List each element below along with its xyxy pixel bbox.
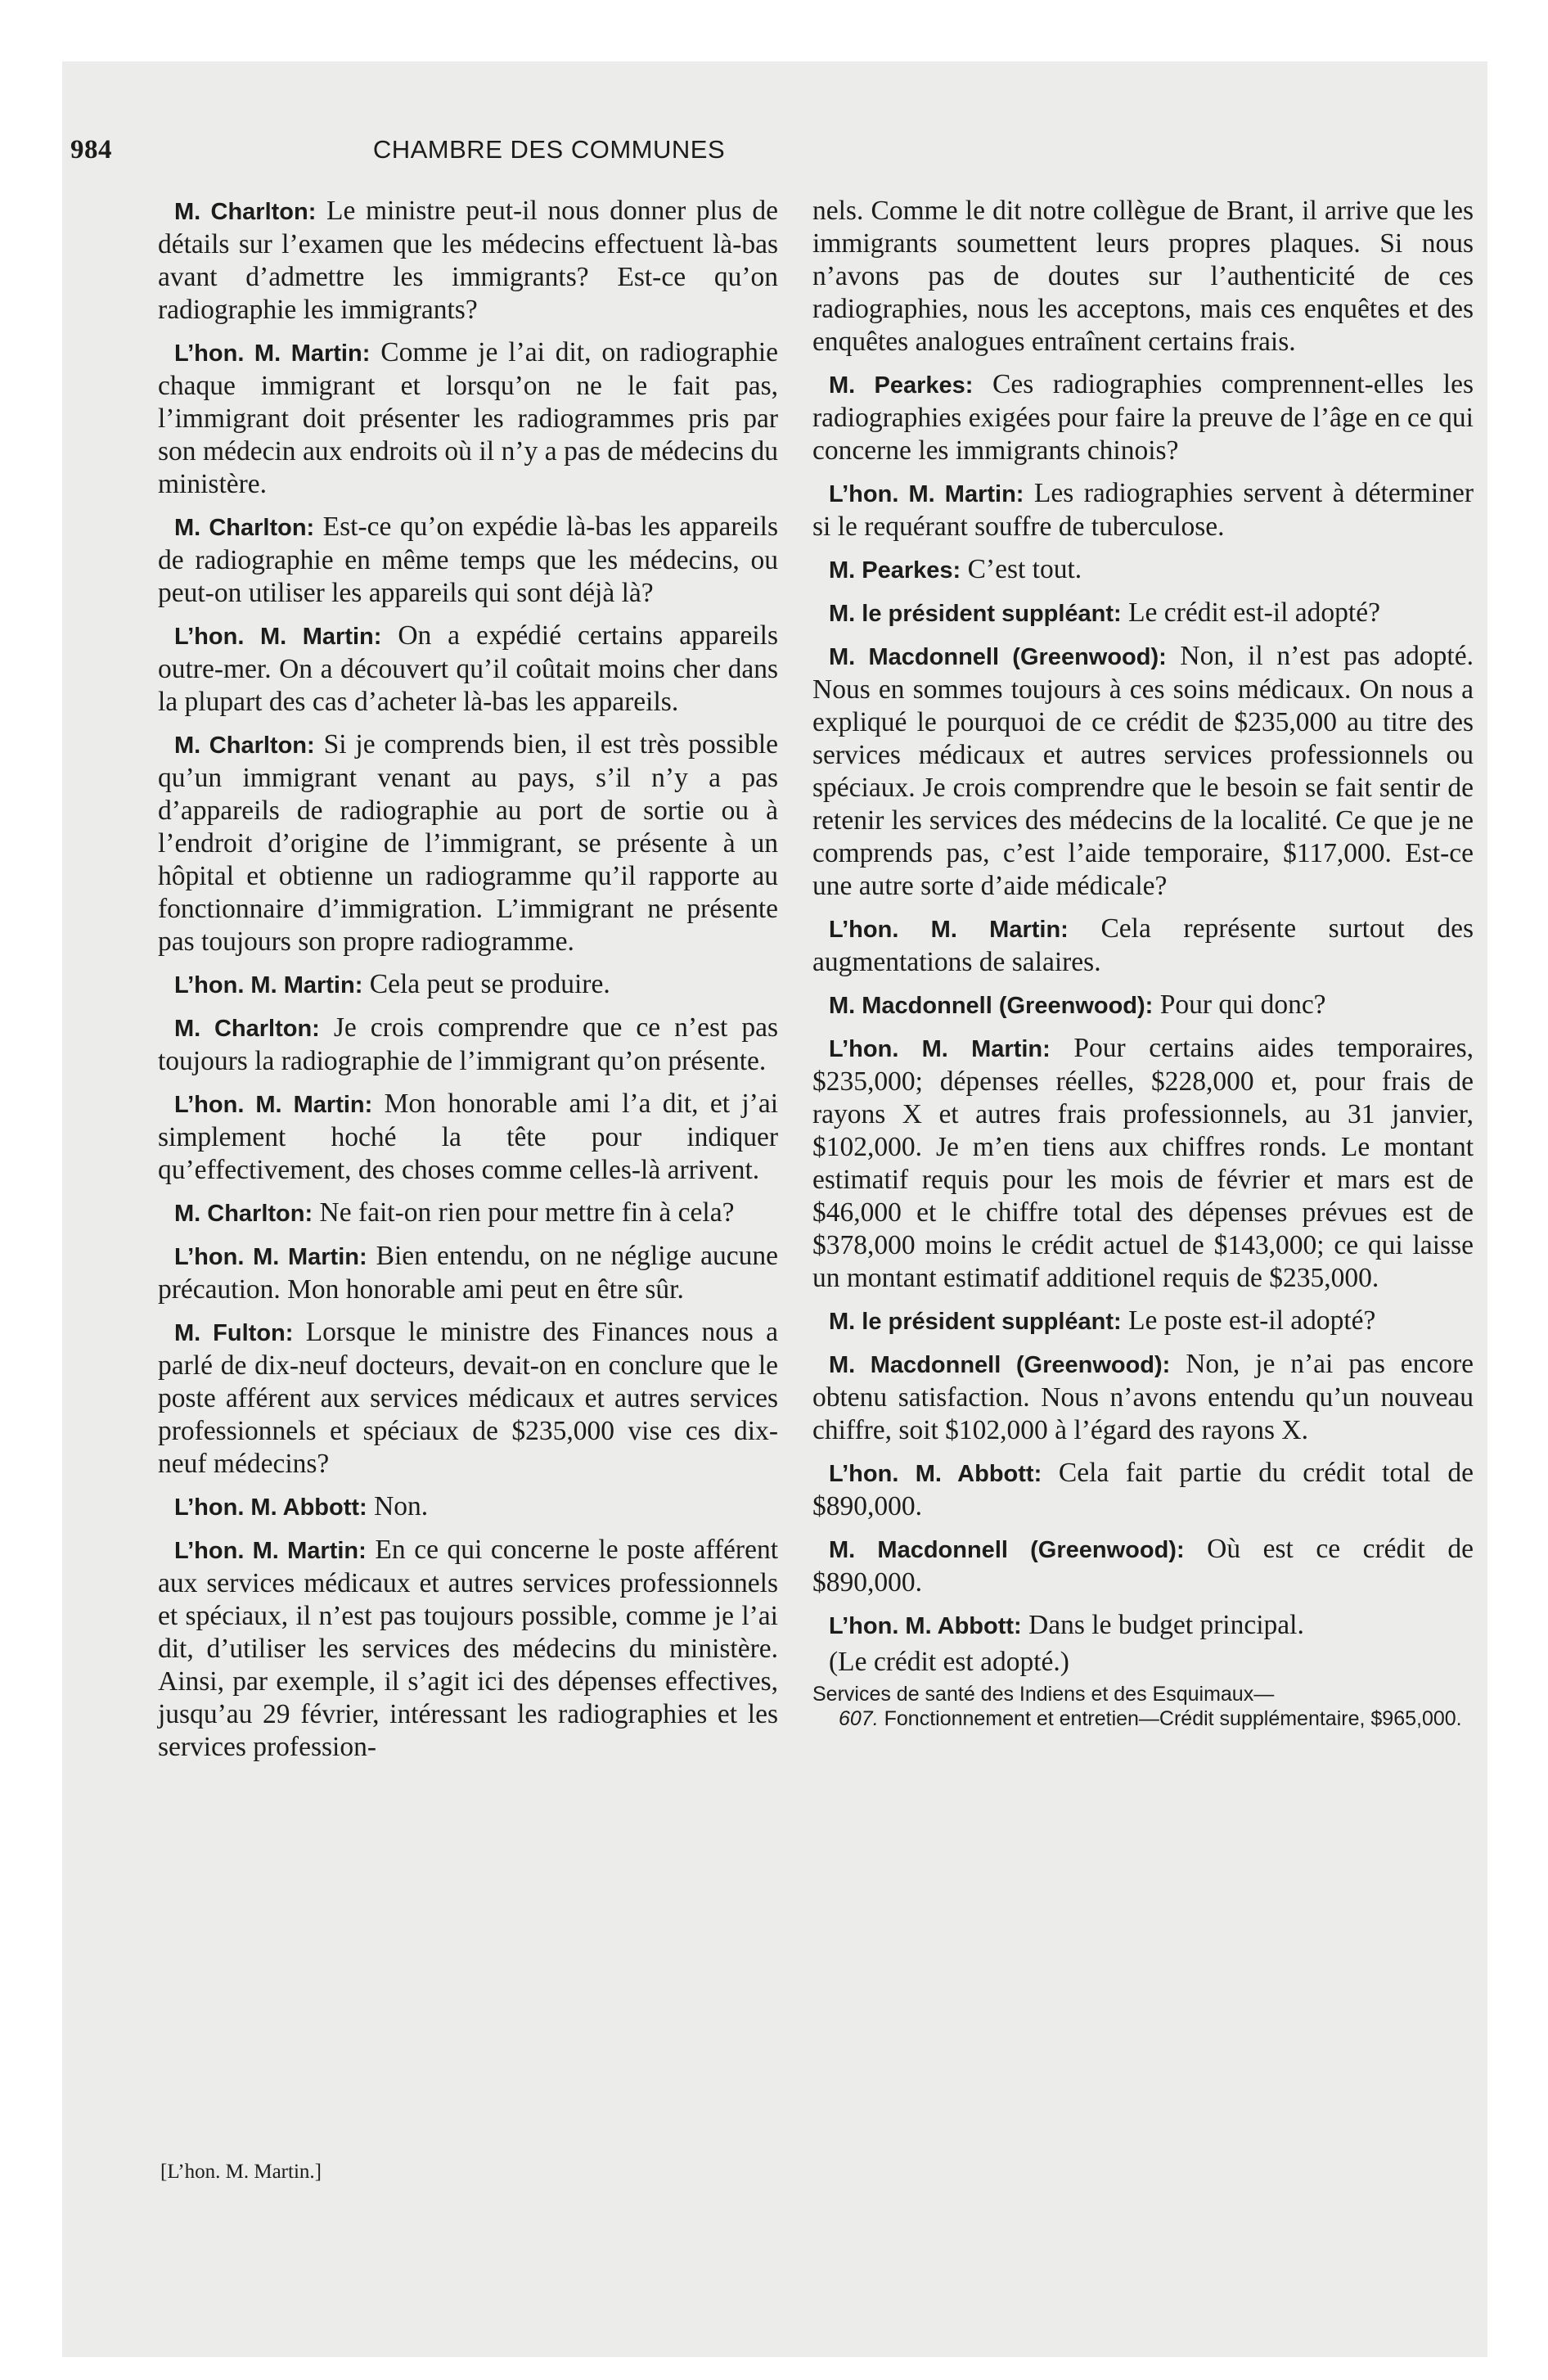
speech-paragraph xyxy=(158,968,778,1002)
speaker-name: M. Fulton: xyxy=(174,1320,294,1346)
speech-paragraph xyxy=(158,1197,778,1230)
speaker-name: M. Charlton: xyxy=(174,1201,313,1227)
speech-text: Est-ce qu’on expédie là-bas les appareils de radiographie en même temps que les médecins, ou peut-on utiliser les appareils qui sont déjà là? xyxy=(158,512,779,608)
right-column xyxy=(812,195,1474,1731)
speech-text: En ce qui concerne le poste afférent aux services médicaux et autres services professionnels et spéciaux, il n’est pas toujours possible, comme je l’ai dit, d’utiliser les services des médecins du ministère. Ainsi, par exemple, il s’agit ici des dépenses effectives, jusqu’au 29 février, intéressant les radiographies et les services profession- xyxy=(158,1535,778,1762)
speech-paragraph xyxy=(812,1609,1474,1643)
speech-paragraph xyxy=(812,477,1474,543)
speech-text: On a expédié certains appareils outre-mer. On a découvert qu’il coûtait moins cher dans la plupart des cas d’acheter là-bas les appareils. xyxy=(158,620,778,717)
speech-paragraph xyxy=(812,1457,1474,1523)
speaker-name: M. Pearkes: xyxy=(829,557,961,584)
speech-paragraph xyxy=(158,511,778,610)
speaker-name: L’hon. M. Martin: xyxy=(829,1036,1051,1062)
speaker-name: M. le président suppléant: xyxy=(829,601,1122,627)
page-number: 984 xyxy=(70,135,112,165)
speech-paragraph xyxy=(158,1490,778,1524)
speaker-name: M. Macdonnell (Greenwood): xyxy=(829,644,1167,670)
speaker-name: M. Charlton: xyxy=(174,515,315,541)
speaker-name: L’hon. M. Martin: xyxy=(174,1538,367,1564)
speech-paragraph xyxy=(158,1316,778,1481)
speech-text: nels. Comme le dit notre collègue de Brant, il arrive que les immigrants soumettent leurs propres plaques. Si nous n’avons pas de doutes sur l’authenticité de ces radiographies, nous les acceptons, mais ces enquêtes et des enquêtes analogues entraînent certains frais. xyxy=(812,196,1474,357)
speaker-name: L’hon. M. Martin: xyxy=(174,1092,373,1118)
speech-paragraph xyxy=(158,728,778,958)
speech-text: Le crédit est-il adopté? xyxy=(1128,597,1380,628)
speaker-footer-note: [L’hon. M. Martin.] xyxy=(160,2161,322,2183)
speech-text: Le poste est-il adopté? xyxy=(1128,1305,1376,1336)
speech-text: Mon honorable ami l’a dit, et j’ai simplement hoché la tête pour indiquer qu’effectivement, des choses comme celles-là arrivent. xyxy=(158,1089,779,1185)
speech-text: Non. xyxy=(374,1491,429,1521)
speaker-name: M. Charlton: xyxy=(174,732,315,759)
speech-paragraph xyxy=(812,989,1474,1022)
adoption-note xyxy=(812,1646,1474,1679)
speech-text: Ces radiographies comprennent-elles les radiographies exigées pour faire la preuve de l’âge en ce qui concerne les immigrants chinois? xyxy=(812,369,1474,466)
speech-text: Dans le budget principal. xyxy=(1028,1610,1304,1640)
speech-paragraph xyxy=(158,620,778,719)
budget-item-entry xyxy=(812,1706,1474,1731)
speech-text: Non, il n’est pas adopté. Nous en sommes toujours à ces soins médicaux. On nous a expliqué le pourquoi de ce crédit de $235,000 au titre des services médicaux et autres services professionnels ou spéciaux. Je crois comprendre que le besoin se fait sentir de retenir les services des médecins de la localité. Ce que je ne comprends pas, c’est l’aide temporaire, $117,000. Est-ce une autre sorte d’aide médicale? xyxy=(812,641,1474,901)
speech-paragraph xyxy=(158,1012,778,1078)
page-header xyxy=(70,135,1028,171)
speech-text: Si je comprends bien, il est très possible qu’un immigrant venant au pays, s’il n’y a pas d’appareils de radiographie au port de sortie ou à l’endroit d’origine de l’immigrant, se présente à un hôpital et obtienne un radiogramme qu’il rapporte au fonctionnaire d’immigration. L’immigrant ne présente pas toujours son propre radiogramme. xyxy=(158,729,778,957)
speech-paragraph xyxy=(812,913,1474,979)
speaker-name: L’hon. M. Martin: xyxy=(829,481,1024,507)
speaker-name: L’hon. M. Martin: xyxy=(829,917,1069,943)
speech-text: C’est tout. xyxy=(967,554,1082,584)
speaker-name: M. Charlton: xyxy=(174,1016,320,1042)
budget-item-heading: Services de santé des Indiens et des Esquimaux— xyxy=(812,1683,1275,1706)
budget-item xyxy=(812,1682,1474,1731)
speech-paragraph xyxy=(812,368,1474,467)
speaker-name: M. Pearkes: xyxy=(829,372,974,399)
speech-text: Ne fait-on rien pour mettre fin à cela? xyxy=(319,1197,735,1228)
speech-paragraph xyxy=(812,1533,1474,1599)
speaker-name: M. Macdonnell (Greenwood): xyxy=(829,1352,1171,1378)
speaker-name: M. Charlton: xyxy=(174,199,317,225)
speaker-name: M. Macdonnell (Greenwood): xyxy=(829,1537,1185,1563)
page-title: CHAMBRE DES COMMUNES xyxy=(372,135,726,164)
speech-text: Le ministre peut-il nous donner plus de détails sur l’examen que les médecins effectuent là-bas avant d’admettre les immigrants? Est-ce qu’on radiographie les immigrants? xyxy=(158,196,778,325)
speech-paragraph xyxy=(158,336,778,501)
speaker-name: L’hon. M. Abbott: xyxy=(829,1461,1042,1487)
speech-paragraph xyxy=(158,1534,778,1764)
budget-item-number: 607. xyxy=(839,1707,879,1730)
speech-text: (Le crédit est adopté.) xyxy=(829,1647,1069,1677)
speech-paragraph xyxy=(158,1088,778,1187)
speech-text: Lorsque le ministre des Finances nous a parlé de dix-neuf docteurs, devait-on en conclure que le poste afférent aux services médicaux et autres services professionnels et spéciaux de $235,000 vise ces dix-neuf médecins? xyxy=(158,1317,778,1479)
speaker-name: M. Macdonnell (Greenwood): xyxy=(829,993,1154,1019)
speech-text: Comme je l’ai dit, on radiographie chaque immigrant et lorsqu’on ne le fait pas, l’immigrant doit présenter les radiogrammes pris par son médecin aux endroits où il n’y a pas de médecins du ministère. xyxy=(158,337,779,499)
left-column xyxy=(158,195,778,1774)
speech-text: Bien entendu, on ne néglige aucune précaution. Mon honorable ami peut en être sûr. xyxy=(158,1241,778,1305)
speaker-name: L’hon. M. Martin: xyxy=(174,340,371,367)
budget-item-description: Fonctionnement et entretien—Crédit supplémentaire, $965,000. xyxy=(884,1707,1462,1730)
speaker-name: L’hon. M. Martin: xyxy=(174,972,363,998)
speech-text: Pour qui donc? xyxy=(1159,989,1326,1020)
speech-paragraph xyxy=(812,597,1474,630)
speaker-name: L’hon. M. Abbott: xyxy=(174,1494,367,1521)
speech-paragraph xyxy=(812,640,1474,903)
speech-paragraph xyxy=(812,553,1474,587)
speaker-name: M. le président suppléant: xyxy=(829,1309,1122,1335)
speech-text: Cela peut se produire. xyxy=(369,969,610,999)
speaker-name: L’hon. M. Martin: xyxy=(174,624,382,650)
speech-text: Non, je n’ai pas encore obtenu satisfaction. Nous n’avons entendu qu’un nouveau chiffre, soit $102,000 à l’égard des rayons X. xyxy=(812,1349,1474,1445)
speech-paragraph xyxy=(158,195,778,327)
speech-text: Cela fait partie du crédit total de $890,000. xyxy=(812,1458,1474,1521)
speech-paragraph xyxy=(812,1032,1474,1295)
speech-text: Pour certains aides temporaires, $235,000; dépenses réelles, $228,000 et, pour frais de rayons X et autres frais professionnels, au 31 janvier, $102,000. Je m’en tiens aux chiffres ronds. Le montant estimatif requis pour les mois de février et mars est de $46,000 et le chiffre total des dépenses prévues est de $378,000 moins le crédit actuel de $143,000; ce qui laisse un montant estimatif additionel requis de $235,000. xyxy=(812,1033,1474,1293)
speech-text: Les radiographies servent à déterminer si le requérant souffre de tuberculose. xyxy=(812,478,1474,542)
speech-paragraph xyxy=(158,1240,778,1306)
speech-text: Cela représente surtout des augmentations de salaires. xyxy=(812,913,1474,977)
speaker-name: L’hon. M. Abbott: xyxy=(829,1613,1022,1639)
speech-text: Je crois comprendre que ce n’est pas toujours la radiographie de l’immigrant qu’on présente. xyxy=(158,1012,778,1076)
speech-paragraph xyxy=(812,1305,1474,1338)
speaker-name: L’hon. M. Martin: xyxy=(174,1244,367,1270)
speech-paragraph xyxy=(812,1348,1474,1447)
speech-text: Où est ce crédit de $890,000. xyxy=(812,1534,1474,1598)
speech-paragraph xyxy=(812,195,1474,358)
